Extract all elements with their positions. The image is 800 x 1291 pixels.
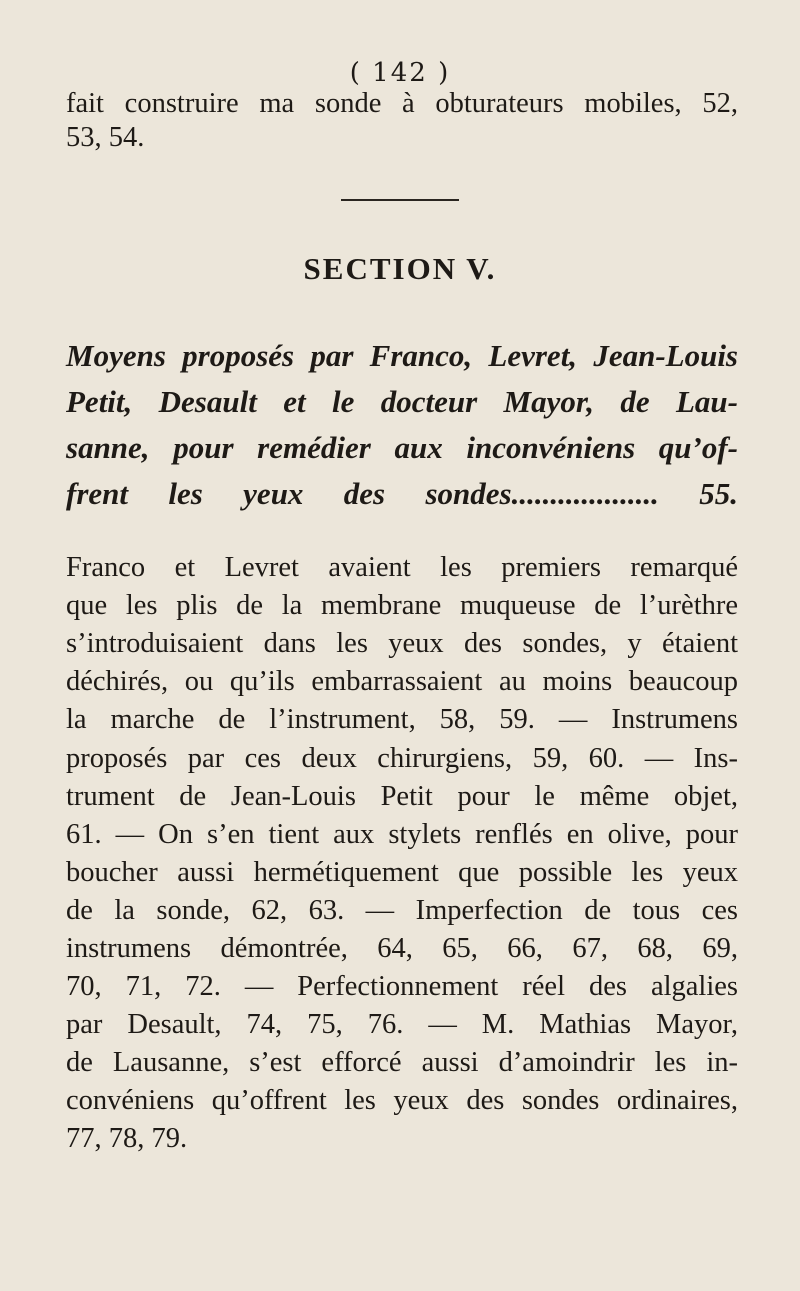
summary-line: sanne, pour remédier aux inconvéniens qu’of- (66, 430, 738, 465)
body-line: par Desault, 74, 75, 76. — M. Mathias Mayor, (66, 1009, 738, 1040)
body-line: boucher aussi hermétiquement que possible les yeux (66, 857, 738, 888)
page-number: ( 142 ) (349, 58, 451, 88)
body-line: proposés par ces deux chirurgiens, 59, 60. — Ins- (66, 743, 738, 774)
body-line: de la sonde, 62, 63. — Imperfection de tous ces (66, 895, 738, 926)
body-line: 70, 71, 72. — Perfectionnement réel des algalies (66, 971, 738, 1002)
body-line: trument de Jean-Louis Petit pour le même objet, (66, 781, 738, 812)
body-line: convéniens qu’offrent les yeux des sondes ordinaires, (66, 1085, 738, 1116)
body-line: que les plis de la membrane muqueuse de l’urèthre (66, 590, 738, 621)
section-divider-rule (341, 199, 459, 201)
section-heading: SECTION V. (303, 251, 497, 286)
body-line: instrumens démontrée, 64, 65, 66, 67, 68, 69, (66, 933, 738, 964)
body-line: Franco et Levret avaient les premiers remarqué (66, 552, 738, 583)
body-line: la marche de l’instrument, 58, 59. — Instrumens (66, 704, 738, 735)
body-line: déchirés, ou qu’ils embarrassaient au moins beaucoup (66, 666, 738, 697)
body-line: 61. — On s’en tient aux stylets renflés en olive, pour (66, 819, 738, 850)
summary-line: frent les yeux des sondes................... 55. (66, 476, 738, 511)
opening-line: 53, 54. (66, 122, 145, 153)
body-line: 77, 78, 79. (66, 1123, 188, 1154)
opening-line: fait construire ma sonde à obturateurs mobiles, 52, (66, 88, 738, 119)
summary-line: Petit, Desault et le docteur Mayor, de Lau- (66, 384, 738, 419)
body-line: de Lausanne, s’est efforcé aussi d’amoindrir les in- (66, 1047, 738, 1078)
summary-line: Moyens proposés par Franco, Levret, Jean-Louis (66, 338, 738, 373)
body-line: s’introduisaient dans les yeux des sondes, y étaient (66, 628, 738, 659)
